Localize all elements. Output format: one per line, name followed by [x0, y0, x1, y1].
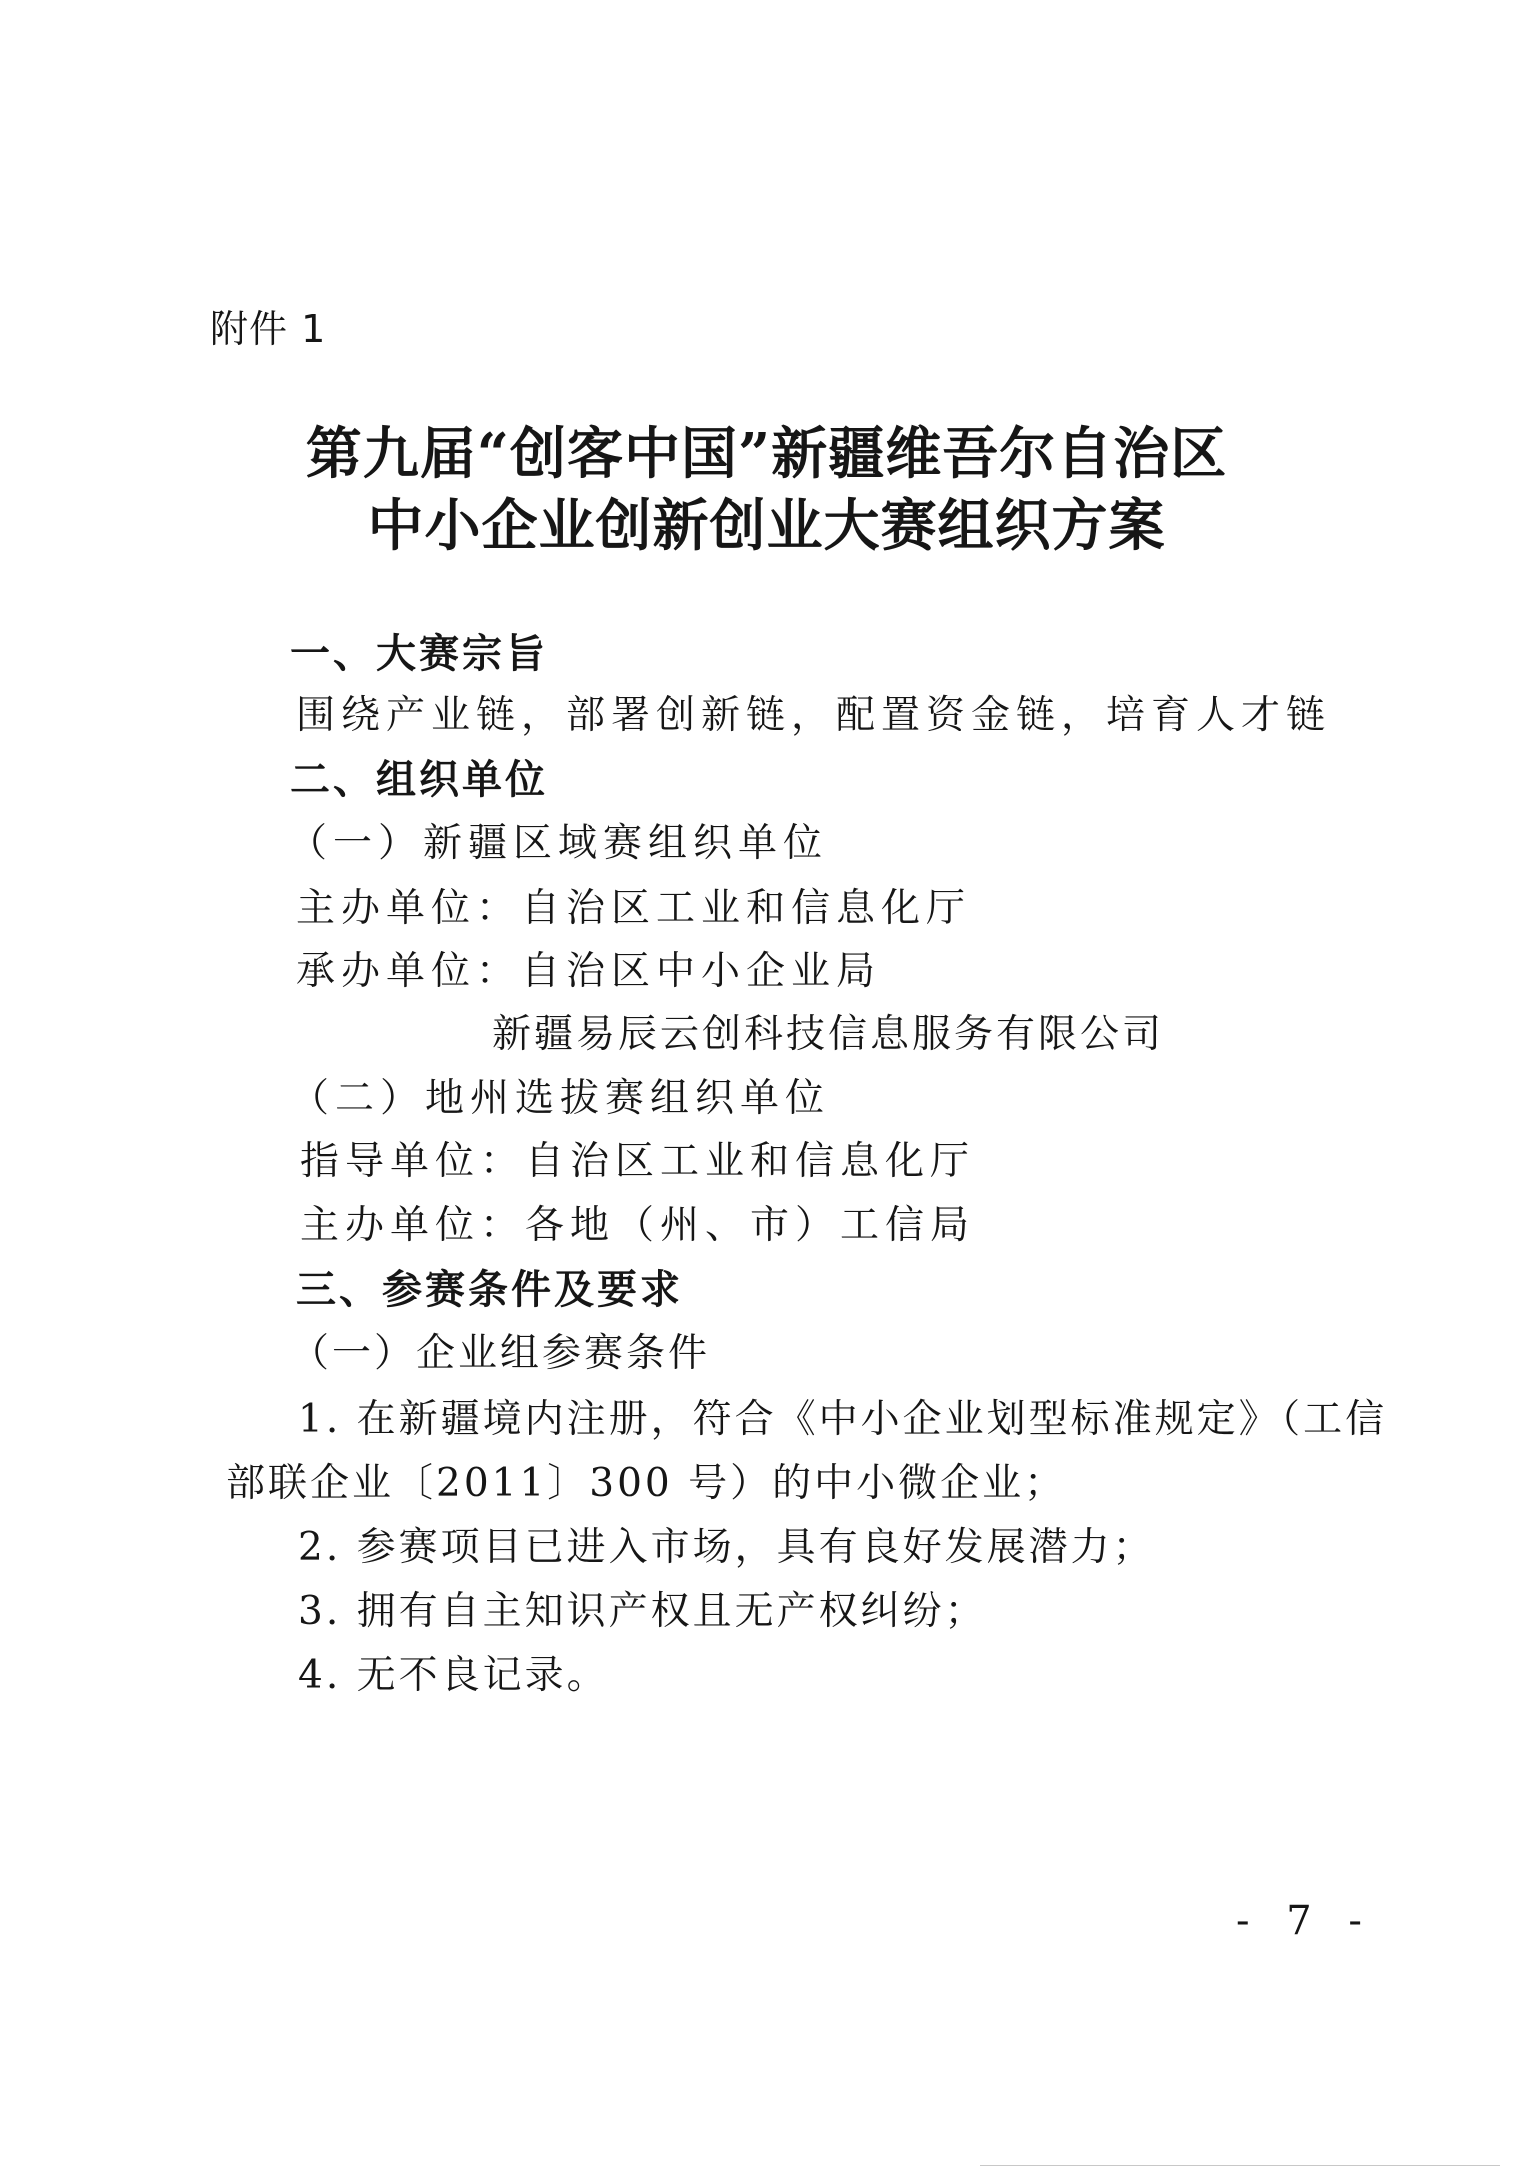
- purpose-text: 围绕产业链，部署创新链，配置资金链，培育人才链: [296, 693, 1332, 738]
- enterprise-subheading: （一）企业组参赛条件: [290, 1331, 711, 1376]
- page-number: - 7 -: [1236, 1898, 1374, 1944]
- regional-undertaker-2: 新疆易辰云创科技信息服务有限公司: [492, 1012, 1165, 1057]
- prefecture-guide: 指导单位：自治区工业和信息化厅: [300, 1139, 976, 1184]
- bottom-divider: [980, 2165, 1500, 2166]
- regional-undertaker: 承办单位：自治区中小企业局: [296, 949, 882, 994]
- regional-subheading: （一）新疆区域赛组织单位: [288, 821, 829, 866]
- section-heading-conditions: 三、参赛条件及要求: [296, 1267, 683, 1313]
- document-title-line-2: 中小企业创新创业大赛组织方案: [367, 493, 1166, 559]
- condition-item-2: 2. 参赛项目已进入市场，具有良好发展潜力；: [298, 1525, 1155, 1570]
- document-title-line-1: 第九届“创客中国”新疆维吾尔自治区: [305, 421, 1228, 487]
- regional-host: 主办单位：自治区工业和信息化厅: [296, 886, 972, 931]
- prefecture-subheading: （二）地州选拔赛组织单位: [290, 1076, 831, 1121]
- attachment-label: 附件 1: [210, 307, 327, 351]
- condition-item-1-line-1: 1. 在新疆境内注册，符合《中小企业划型标准规定》（工信: [298, 1397, 1388, 1442]
- prefecture-host: 主办单位：各地（州、市）工信局: [300, 1203, 976, 1248]
- condition-item-1-line-2: 部联企业〔2011〕300 号）的中小微企业；: [226, 1461, 1067, 1506]
- condition-item-3: 3. 拥有自主知识产权且无产权纠纷；: [298, 1589, 987, 1634]
- section-heading-purpose: 一、大赛宗旨: [290, 631, 548, 677]
- condition-item-4: 4. 无不良记录。: [298, 1653, 609, 1698]
- section-heading-organizers: 二、组织单位: [290, 757, 548, 803]
